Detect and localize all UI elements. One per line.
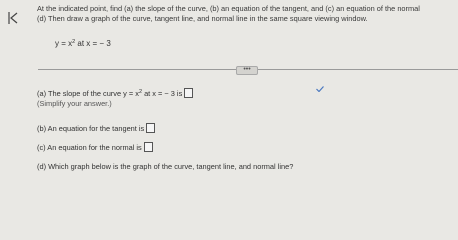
question-d	[37, 162, 293, 171]
question-a-exponent: 2	[138, 89, 143, 95]
question-b-text: (b) An equation for the tangent is	[37, 124, 145, 133]
back-arrow-icon[interactable]	[7, 11, 21, 25]
formula-exponent: 2	[72, 39, 76, 45]
question-a-pre: (a) The slope of the curve y = x	[37, 89, 139, 98]
question-c-text: (c) An equation for the normal is	[37, 143, 142, 152]
problem-formula	[55, 39, 111, 48]
question-d-text: (d) Which graph below is the graph of the curve, tangent line, and normal line?	[37, 162, 294, 171]
simplify-hint: (Simplify your answer.)	[37, 99, 112, 108]
answer-a-input[interactable]	[184, 88, 193, 98]
answer-b-input[interactable]	[146, 123, 155, 133]
formula-base: y = x	[55, 39, 73, 48]
checkmark-icon	[316, 86, 324, 92]
instructions	[37, 4, 456, 24]
answer-c-input[interactable]	[144, 142, 153, 152]
question-a-post: at x = − 3 is	[142, 89, 183, 98]
instruction-line-1: At the indicated point, find (a) the slope of the curve, (b) an equation of the tangent, and (c) an equation of the normal	[37, 4, 420, 13]
question-c	[37, 142, 153, 152]
expand-toggle-button[interactable]: •••	[236, 66, 258, 75]
instruction-line-2: (d) Then draw a graph of the curve, tangent line, and normal line in the same square viewing window.	[37, 14, 368, 23]
formula-rest: at x = − 3	[75, 39, 111, 48]
question-a	[37, 88, 193, 98]
question-b	[37, 123, 155, 133]
